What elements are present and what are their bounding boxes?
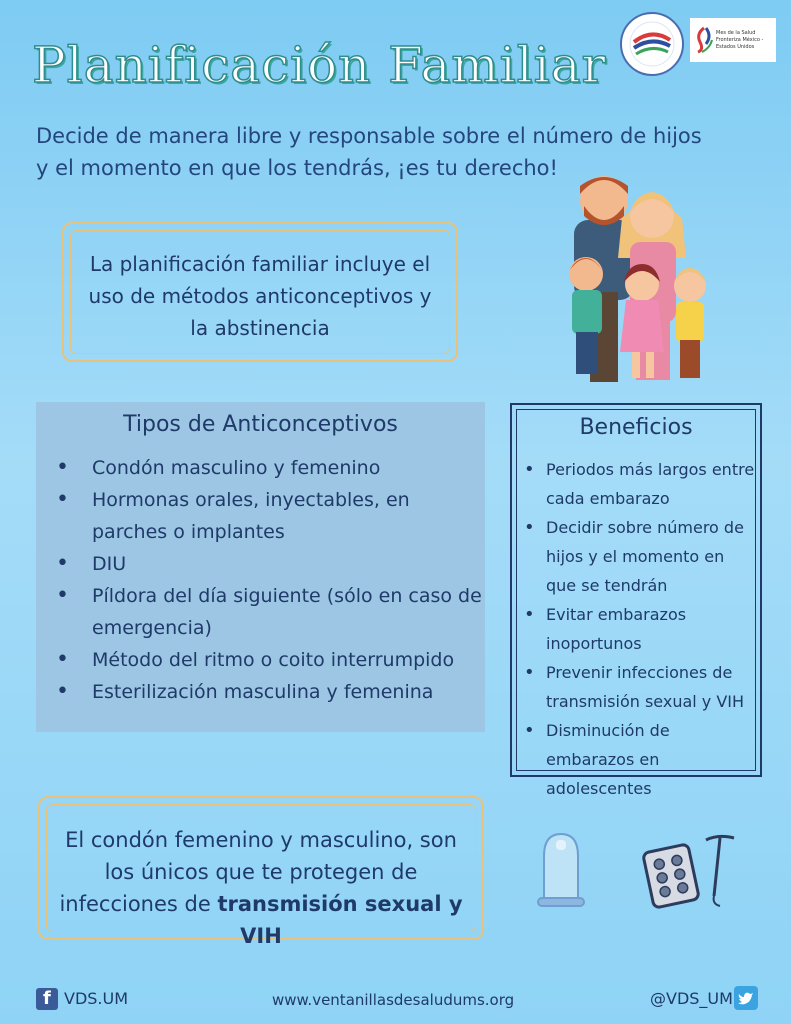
condom-info-box (38, 796, 484, 948)
list-item: • Evitar embarazos inoportunos (540, 600, 756, 658)
list-item: • Píldora del día siguiente (sólo en caso de emergencia) (72, 580, 482, 644)
condom-info-text (54, 824, 468, 952)
list-item: • Periodos más largos entre cada embarazo (540, 455, 756, 513)
benefits-list (540, 455, 756, 803)
benefits-panel (510, 403, 762, 798)
logo-caption: Mes de la Salud Fronteriza México - Estados Unidos (716, 30, 764, 50)
list-item: • Prevenir infecciones de transmisión sexual y VIH (540, 658, 756, 716)
info-box (62, 222, 458, 362)
contraceptive-types-list (72, 452, 482, 708)
list-item: • Método del ritmo o coito interrumpido (72, 644, 482, 676)
list-item: • Decidir sobre número de hijos y el momento en que se tendrán (540, 513, 756, 600)
website-link[interactable]: www.ventanillasdesaludums.org (272, 991, 515, 1009)
facebook-handle[interactable]: VDS.UM (64, 989, 129, 1008)
list-item: • Hormonas orales, inyectables, en parches o implantes (72, 484, 482, 548)
list-item: • DIU (72, 548, 482, 580)
facebook-icon[interactable]: f (36, 988, 58, 1010)
border-health-logo (690, 18, 776, 62)
page-title: Planificación Familiar (32, 36, 607, 94)
benefits-heading: Beneficios (579, 415, 693, 440)
condom-info-text-bold: transmisión sexual y VIH (217, 892, 463, 948)
list-item: • Disminución de embarazos en adolescentes (540, 716, 756, 803)
twitter-handle[interactable]: @VDS_UM (650, 989, 733, 1008)
twitter-icon[interactable] (734, 986, 758, 1010)
list-item: • Esterilización masculina y femenina (72, 676, 482, 708)
circular-logo (620, 12, 684, 76)
intro-text: Decide de manera libre y responsable sobre el número de hijos y el momento en que los tendrás, ¡es tu derecho! (36, 124, 702, 180)
contraceptive-types-heading: Tipos de Anticonceptivos (123, 412, 398, 437)
condom-icon (534, 830, 588, 910)
condom-info-text-normal: El condón femenino y masculino, son los únicos que te protegen de infecciones de (59, 828, 457, 916)
list-item: • Condón masculino y femenino (72, 452, 482, 484)
contraceptive-types-panel (36, 402, 485, 732)
info-box-text: La planificación familiar incluye el uso de métodos anticonceptivos y la abstinencia (88, 252, 432, 340)
family-illustration (560, 172, 720, 390)
pills-iud-icon (640, 830, 744, 910)
